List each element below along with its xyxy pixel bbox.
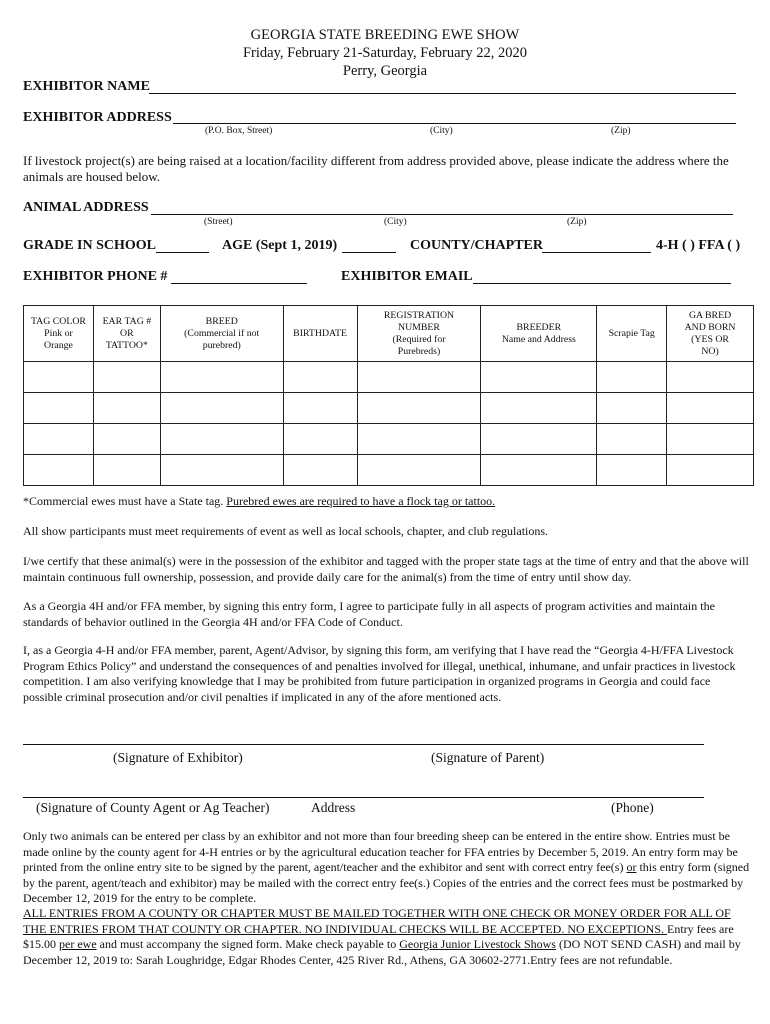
table-cell[interactable]: [597, 362, 667, 393]
exhibitor-name-label: EXHIBITOR NAME: [23, 79, 150, 94]
table-row: [24, 393, 754, 424]
phone-field[interactable]: [171, 282, 307, 284]
col-ear-tag: EAR TAG # OR TATTOO*: [93, 306, 160, 362]
address-street-hint: (P.O. Box, Street): [205, 126, 273, 136]
location-note: If livestock project(s) are being raised at a location/facility different from address provided above, please indicate the address where the animals are housed below.: [23, 153, 729, 184]
ethics-paragraph: I, as a Georgia 4-H and/or FFA member, parent, Agent/Advisor, by signing this form, am verifying that I have read the “Georgia 4-H/FFA Livestock Program Ethics Policy” and understand the consequences of and penalties involved for illegal, unethical, inhumane, and unfair practices in livestock competition. I am also verifying knowledge that I may be prohibited from future participation in organized programs in Georgia and could face possible criminal prosecution and/or civil penalties if implicated in any of the afore mentioned acts.: [23, 643, 736, 704]
table-cell[interactable]: [357, 393, 481, 424]
table-cell[interactable]: [667, 455, 754, 486]
agent-signature-label: (Signature of County Agent or Ag Teacher): [36, 800, 270, 815]
table-cell[interactable]: [481, 455, 597, 486]
table-cell[interactable]: [283, 455, 357, 486]
col-breed: BREED (Commercial if not purebred): [160, 306, 283, 362]
mailing-requirement: ALL ENTRIES FROM A COUNTY OR CHAPTER MUST BE MAILED TOGETHER WITH ONE CHECK OR MONEY ORDER FOR ALL OF THE ENTRIES FROM THAT COUNTY OR CHAPTER. NO INDIVIDUAL CHECKS WILL BE ACCEPTED. NO EXCEPTIONS.: [23, 906, 731, 936]
table-cell[interactable]: [481, 393, 597, 424]
address-city-hint: (City): [430, 126, 453, 136]
table-cell[interactable]: [597, 424, 667, 455]
table-cell[interactable]: [481, 424, 597, 455]
table-cell[interactable]: [24, 393, 94, 424]
table-cell[interactable]: [160, 393, 283, 424]
col-tag-color: TAG COLOR Pink or Orange: [24, 306, 94, 362]
county-label: COUNTY/CHAPTER: [410, 238, 544, 253]
fee-text-2: and must accompany the signed form. Make check payable to: [96, 937, 400, 951]
address-zip-hint: (Zip): [611, 126, 631, 136]
email-label: EXHIBITOR EMAIL: [341, 269, 473, 284]
table-cell[interactable]: [24, 424, 94, 455]
table-cell[interactable]: [357, 362, 481, 393]
table-cell[interactable]: [160, 424, 283, 455]
table-cell[interactable]: [283, 424, 357, 455]
entry-rules-or: or: [626, 860, 637, 874]
age-field[interactable]: [342, 251, 396, 253]
form-title: GEORGIA STATE BREEDING EWE SHOW: [250, 27, 520, 43]
exhibitor-name-field[interactable]: [149, 92, 736, 94]
email-field[interactable]: [473, 282, 731, 284]
table-row: [24, 424, 754, 455]
payee-name: Georgia Junior Livestock Shows: [399, 937, 556, 951]
signature-line-2[interactable]: [23, 797, 704, 798]
table-cell[interactable]: [24, 455, 94, 486]
exhibitor-address-field[interactable]: [173, 122, 736, 124]
commercial-note: *Commercial ewes must have a State tag.: [23, 494, 224, 508]
exhibitor-signature-label: (Signature of Exhibitor): [113, 750, 243, 765]
table-cell[interactable]: [93, 455, 160, 486]
table-cell[interactable]: [24, 362, 94, 393]
table-row: [24, 362, 754, 393]
col-breeder: BREEDER Name and Address: [481, 306, 597, 362]
club-checkboxes[interactable]: 4-H ( ) FFA ( ): [656, 238, 741, 253]
tag-note: [23, 494, 751, 510]
exhibitor-address-label: EXHIBITOR ADDRESS: [23, 110, 172, 125]
grade-field[interactable]: [156, 251, 209, 253]
signature-line-1[interactable]: [23, 744, 704, 745]
conduct-paragraph: As a Georgia 4H and/or FFA member, by signing this entry form, I agree to participate fully in all aspects of program activities and maintain the standards of behavior outlined in the Georgia 4H and/or FFA Code of Conduct.: [23, 599, 715, 629]
fee-text-3: (DO NOT SEND CASH) and mail by December 12, 2019 to: Sarah Loughridge, Edgar Rhodes Center, 425 River Rd., Athens, GA 30602-2771.Entry fees are not refundable.: [23, 937, 741, 967]
table-cell[interactable]: [667, 393, 754, 424]
animal-address-label: ANIMAL ADDRESS: [23, 200, 149, 215]
animal-address-field[interactable]: [151, 213, 733, 215]
animal-zip-hint: (Zip): [567, 217, 587, 227]
col-registration: REGISTRATION NUMBER (Required for Purebreds): [357, 306, 481, 362]
table-cell[interactable]: [160, 455, 283, 486]
table-cell[interactable]: [283, 393, 357, 424]
table-header-row: [24, 306, 754, 362]
table-row: [24, 455, 754, 486]
age-label: AGE (Sept 1, 2019): [222, 238, 338, 253]
entry-rules-text: Only two animals can be entered per class by an exhibitor and not more than four breeding sheep can be entered in the entire show. Entries must be made online by the county agent for 4-H entries or by the agricultural education teacher for FFA entries by December 5, 2019. An entry form may be printed from the online entry site to be signed by the parent, agent/teacher and the exhibitor and sent with correct entry fee(s): [23, 829, 738, 874]
table-cell[interactable]: [357, 424, 481, 455]
phone-signature-label: (Phone): [611, 800, 654, 815]
animal-street-hint: (Street): [204, 217, 233, 227]
col-birthdate: BIRTHDATE: [283, 306, 357, 362]
table-cell[interactable]: [160, 362, 283, 393]
address-signature-label: Address: [311, 800, 356, 815]
table-cell[interactable]: [283, 362, 357, 393]
per-ewe: per ewe: [59, 937, 97, 951]
show-location: Perry, Georgia: [342, 63, 428, 79]
table-cell[interactable]: [357, 455, 481, 486]
table-cell[interactable]: [597, 455, 667, 486]
animal-city-hint: (City): [384, 217, 407, 227]
table-cell[interactable]: [93, 362, 160, 393]
table-cell[interactable]: [93, 393, 160, 424]
entry-table: [23, 305, 754, 486]
table-cell[interactable]: [597, 393, 667, 424]
table-cell[interactable]: [667, 424, 754, 455]
table-cell[interactable]: [93, 424, 160, 455]
certification-paragraph: I/we certify that these animal(s) were in the possession of the exhibitor and tagged with the proper state tags at the time of entry and that the above will maintain continuous full ownership, possession, and provide daily care for the animal(s) from the time of entry until show day.: [23, 554, 749, 584]
phone-label: EXHIBITOR PHONE #: [23, 269, 168, 284]
col-scrapie-tag: Scrapie Tag: [597, 306, 667, 362]
parent-signature-label: (Signature of Parent): [431, 750, 545, 765]
fee-text: Entry fees are $15.00: [23, 921, 734, 951]
county-field[interactable]: [542, 251, 651, 253]
purebred-note: Purebred ewes are required to have a flock tag or tattoo.: [226, 494, 496, 508]
entry-rules-text-2: this entry form (signed by the parent, agent/teach and exhibitor) may be mailed with the correct entry fee(s.) Copies of the entries and the correct fees must be postmarked by December 12, 2019 for the entry to be complete.: [23, 860, 750, 905]
grade-label: GRADE IN SCHOOL: [23, 238, 157, 253]
requirements-paragraph: All show participants must meet requirements of event as well as local schools, chapter, and club regulations.: [23, 524, 549, 538]
table-cell[interactable]: [667, 362, 754, 393]
table-cell[interactable]: [481, 362, 597, 393]
fee-paragraph: [23, 906, 751, 968]
entry-rules-paragraph: [23, 829, 751, 907]
col-ga-bred: GA BRED AND BORN (YES OR NO): [667, 306, 754, 362]
show-dates: Friday, February 21-Saturday, February 22, 2020: [242, 45, 528, 61]
